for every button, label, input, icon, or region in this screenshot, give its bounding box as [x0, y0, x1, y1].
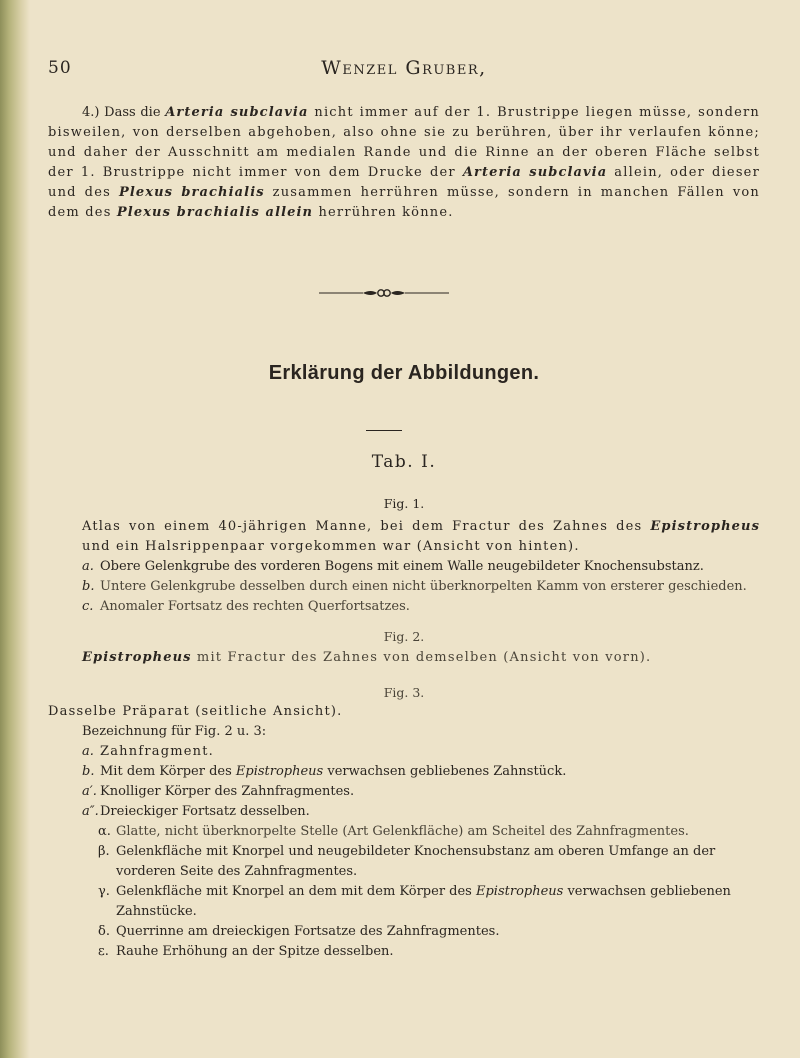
legend-item — [48, 577, 760, 597]
term-epistropheus: Epistropheus — [475, 884, 564, 899]
page-header — [48, 58, 760, 84]
term-plexus-brachialis: Plexus brachialis — [118, 185, 265, 200]
fig-2-text — [48, 648, 760, 668]
text-run: Mit dem Körper des — [100, 764, 236, 779]
greek-legend-item — [48, 942, 760, 962]
legend-text: Gelenkfläche mit Knorpel und neugebildeter Knochensubstanz am oberen Umfange an der vorderen Seite des Zahnfragmentes. — [116, 844, 716, 879]
greek-legend-item — [48, 842, 760, 882]
text-run: Gelenkfläche mit Knorpel an dem mit dem Körper des — [116, 884, 476, 899]
page-number: 50 — [48, 58, 72, 78]
legend-key: α. — [98, 824, 111, 839]
fig-3-line1: Dasselbe Präparat (seitliche Ansicht). — [48, 704, 343, 719]
greek-legend-item — [48, 822, 760, 842]
term-epistropheus: Epistropheus — [82, 650, 192, 665]
legend-item — [48, 802, 760, 822]
fig-1-description — [48, 517, 760, 557]
legend-key: a. — [82, 744, 94, 759]
section-title: Erklärung der Abbildungen. — [268, 362, 540, 384]
legend-text: Knolliger Körper des Zahnfragmentes. — [100, 784, 355, 799]
text-run: verwachsen gebliebenen Zahnstücke. — [116, 884, 731, 919]
greek-legend-item — [48, 882, 760, 922]
plate-heading: Tab. I. — [371, 452, 437, 472]
text-run: Atlas von einem 40-jährigen Manne, bei dem Fractur des Zahnes des — [82, 519, 651, 534]
legend-item — [48, 782, 760, 802]
greek-legend-item — [48, 922, 760, 942]
legend-text: Querrinne am dreieckigen Fortsatze des Zahnfragmentes. — [116, 924, 500, 939]
legend-item — [48, 597, 760, 617]
page — [48, 0, 760, 1058]
legend-text: Anomaler Fortsatz des rechten Querfortsatzes. — [100, 599, 410, 614]
text-run: 4.) Dass die — [82, 105, 166, 120]
paragraph-4 — [48, 103, 760, 223]
legend-item — [48, 557, 760, 577]
term-plexus-brachialis-allein: Plexus brachialis allein — [116, 205, 314, 220]
text-run: zusammen herrühren müsse, sondern in manchen Fällen von dem des — [48, 185, 760, 220]
book-binding-edge — [0, 0, 30, 1058]
text-run: herrühren könne. — [313, 205, 454, 220]
fig-2-heading: Fig. 2. — [383, 629, 425, 644]
ornament-divider — [319, 286, 449, 300]
legend-text: Untere Gelenkgrube desselben durch einen nicht überknorpelten Kamm von ersterer geschieden. — [100, 579, 747, 594]
legend-key: b. — [82, 764, 95, 779]
text-run: allein, oder dieser und des — [48, 165, 760, 200]
text-run: mit Fractur des Zahnes von demselben (Ansicht von vorn). — [191, 650, 652, 665]
running-head: Wenzel Gruber, — [321, 57, 487, 79]
fig-1-intro — [48, 517, 760, 557]
legend-key: ε. — [98, 944, 109, 959]
text-run: und ein Halsrippenpaar vorgekommen war (Ansicht von hinten). — [82, 539, 580, 554]
text-run: nicht immer auf der 1. Brustrippe liegen müsse, sondern bisweilen, von derselben abgehoben, also ohne sie zu berühren, über ihr verlaufen könne; und daher der Ausschnitt am medialen Rande und die Rinne an der oberen Fläche selbst der 1. Brustrippe nicht immer von dem Drucke der — [48, 105, 761, 180]
legend-key: a″. — [82, 804, 99, 819]
legend-item — [48, 762, 760, 782]
fig-1-legend — [48, 557, 760, 617]
legend-text: Glatte, nicht überknorpelte Stelle (Art Gelenkfläche) am Scheitel des Zahnfragmentes. — [116, 824, 689, 839]
divider-rule — [366, 430, 402, 431]
legend-key: b. — [82, 579, 95, 594]
legend-key: c. — [82, 599, 94, 614]
fig-3-heading: Fig. 3. — [383, 685, 425, 700]
term-epistropheus: Epistropheus — [650, 519, 760, 534]
legend-text: Dreieckiger Fortsatz desselben. — [100, 804, 310, 819]
fig-2-description — [48, 648, 760, 668]
legend-text: Rauhe Erhöhung an der Spitze desselben. — [116, 944, 394, 959]
fig-1-heading: Fig. 1. — [383, 496, 425, 511]
legend-text: Zahnfragment. — [100, 744, 214, 759]
legend-item — [48, 742, 760, 762]
legend-key: β. — [98, 844, 110, 859]
term-arteria-subclavia: Arteria subclavia — [462, 165, 608, 180]
term-arteria-subclavia: Arteria subclavia — [165, 105, 309, 120]
fig-3-description — [48, 702, 760, 962]
legend-text: Obere Gelenkgrube des vorderen Bogens mit einem Walle neugebildeter Knochensubstanz. — [100, 559, 704, 574]
legend-key: γ. — [98, 884, 110, 899]
fig-3-line2: Bezeichnung für Fig. 2 u. 3: — [82, 724, 267, 739]
term-epistropheus: Epistropheus — [235, 764, 324, 779]
text-run: verwachsen gebliebenes Zahnstück. — [323, 764, 567, 779]
paragraph-text — [48, 103, 760, 223]
legend-key: a. — [82, 559, 94, 574]
legend-key: a′. — [82, 784, 97, 799]
legend-key: δ. — [98, 924, 110, 939]
